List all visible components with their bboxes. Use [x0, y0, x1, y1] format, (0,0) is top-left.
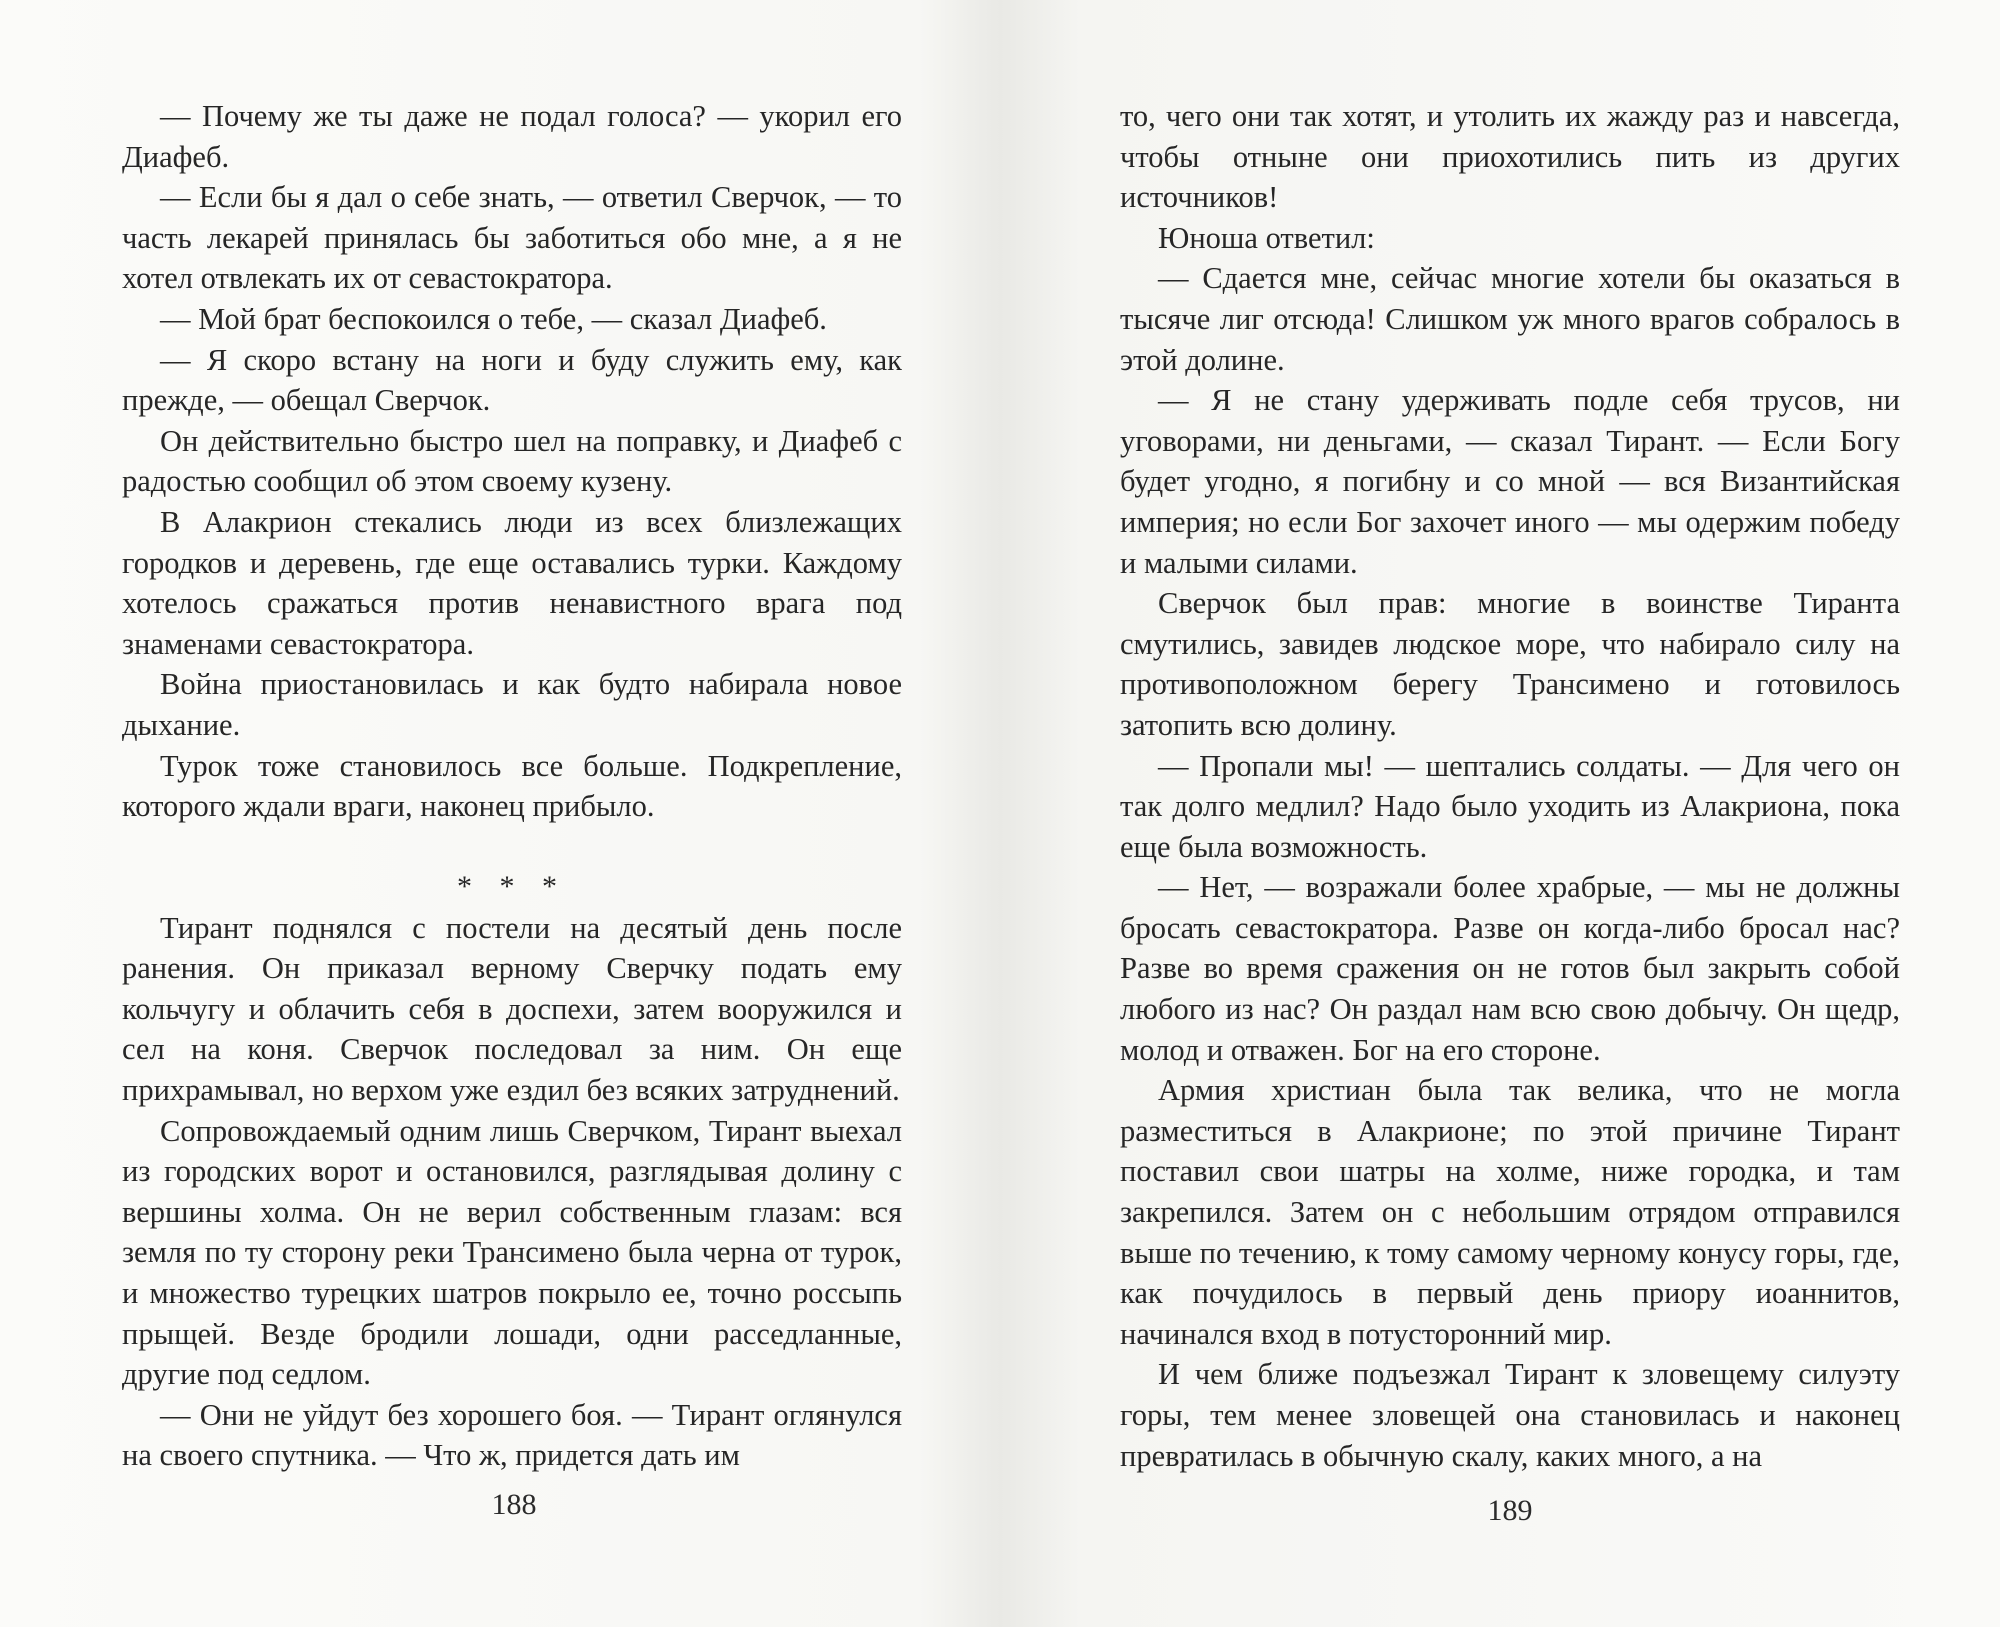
paragraph: Он действительно быстро шел на поправку, и Диафеб с радостью сообщил об этом своему кузену.	[122, 423, 902, 499]
paragraph: В Алакрион стекались люди из всех близлежащих городков и деревень, где еще оставались турки. Каждому хотелось сражаться против ненавистного врага под знаменами севастократора.	[122, 504, 902, 661]
paragraph: Юноша ответил:	[1158, 220, 1375, 255]
section-separator: * * *	[457, 869, 567, 903]
page-number-right: 189	[1487, 1494, 1533, 1527]
paragraph: И чем ближе подъезжал Тирант к зловещему силуэту горы, тем менее зловещей она становилась и наконец превратилась в обычную скалу, каких много, а на	[1120, 1357, 1900, 1473]
paragraph: — Пропали мы! — шептались солдаты. — Для чего он так долго медлил? Надо было уходить из Алакриона, пока еще была возможность.	[1120, 748, 1900, 864]
page-number-left: 188	[491, 1488, 537, 1521]
paragraph: — Мой брат беспокоился о тебе, — сказал Диафеб.	[160, 301, 827, 336]
paragraph: — Они не уйдут без хорошего боя. — Тирант оглянулся на своего спутника. — Что ж, придется дать им	[122, 1397, 902, 1473]
paragraph: — Сдается мне, сейчас многие хотели бы оказаться в тысяче лиг отсюда! Слишком уж много врагов собралось в этой долине.	[1120, 261, 1900, 377]
paragraph: — Я не стану удерживать подле себя трусов, ни уговорами, ни деньгами, — сказал Тирант. — Если Богу будет угодно, я погибну и со мной — вся Византийская империя; но если Бог захочет иного — мы одержим победу и малыми силами.	[1120, 383, 1900, 580]
right-page	[1120, 96, 1900, 1476]
left-page	[122, 96, 902, 1476]
paragraph: — Нет, — возражали более храбрые, — мы не должны бросать севастократора. Разве он когда-либо бросал нас? Разве во время сражения он не готов был закрыть собой любого из нас? Он раздал нам всю свою добычу. Он щедр, молод и отважен. Бог на его стороне.	[1120, 870, 1900, 1067]
paragraph: Тирант поднялся с постели на десятый день после ранения. Он приказал верному Сверчку подать ему кольчугу и облачить себя в доспехи, затем вооружился и сел на коня. Сверчок последовал за ним. Он еще прихрамывал, но верхом уже ездил без всяких затруднений.	[122, 910, 902, 1108]
paragraph-continuation: то, чего они так хотят, и утолить их жажду раз и навсегда, чтобы отныне они приохотились пить из других источников!	[1120, 99, 1900, 215]
paragraph: — Если бы я дал о себе знать, — ответил Сверчок, — то часть лекарей принялась бы заботиться обо мне, а я не хотел отвлекать их от севастократора.	[122, 180, 902, 296]
paragraph: — Почему же ты даже не подал голоса? — укорил его Диафеб.	[122, 99, 902, 174]
paragraph: Сопровождаемый одним лишь Сверчком, Тирант выехал из городских ворот и остановился, разглядывая долину с вершины холма. Он не верил собственным глазам: вся земля по ту сторону реки Трансимено была черна от турок, и множество турецких шатров покрыло ее, точно россыпь прыщей. Везде бродили лошади, одни расседланные, другие под седлом.	[122, 1113, 902, 1392]
paragraph: — Я скоро встану на ноги и буду служить ему, как прежде, — обещал Сверчок.	[122, 342, 902, 418]
paragraph: Война приостановилась и как будто набирала новое дыхание.	[122, 667, 902, 742]
paragraph: Сверчок был прав: многие в воинстве Тиранта смутились, завидев людское море, что набирало силу на противоположном берегу Трансимено и готовилось затопить всю долину.	[1120, 586, 1900, 742]
paragraph: Армия христиан была так велика, что не могла разместиться в Алакрионе; по этой причине Тирант поставил свои шатры на холме, ниже городка, и там закрепился. Затем он с небольшим отрядом отправился выше по течению, к тому самому черному конусу горы, где, как почудилось в первый день приору иоаннитов, начинался вход в потусторонний мир.	[1120, 1073, 1900, 1351]
paragraph: Турок тоже становилось все больше. Подкрепление, которого ждали враги, наконец прибыло.	[122, 748, 902, 824]
